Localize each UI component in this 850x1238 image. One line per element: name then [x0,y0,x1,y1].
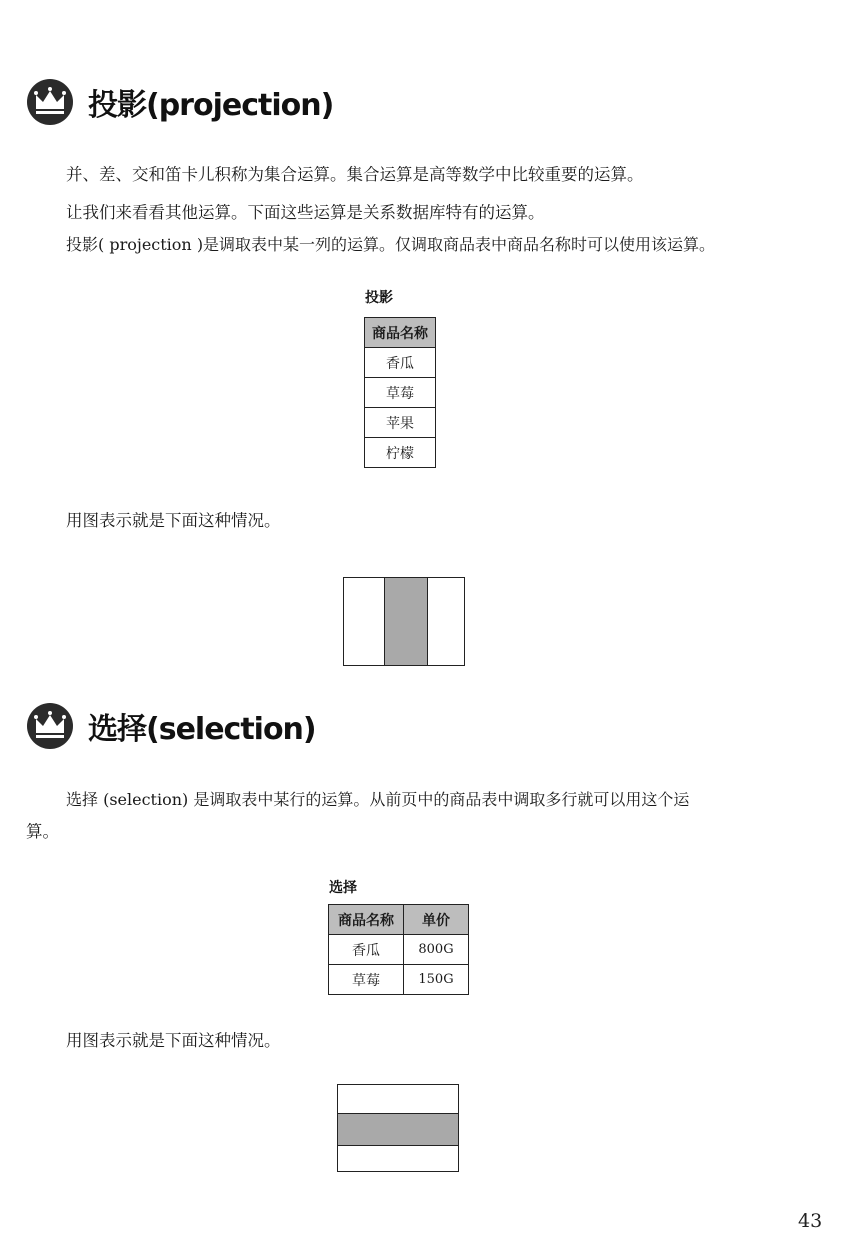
table-cell: 150G [404,965,469,995]
diagram-caption: 用图表示就是下面这种情况。 [66,1031,281,1050]
column-header: 商品名称 [329,905,404,935]
paragraph: 选择 (selection) 是调取表中某行的运算。从前页中的商品表中调取多行就可以用这个运 [66,790,690,809]
table-row [365,348,436,378]
table-cell: 草莓 [365,378,436,408]
section-title: 投影(projection) [88,88,334,123]
projection-table [364,317,436,468]
section-heading-projection [26,78,333,126]
paragraph: 让我们来看看其他运算。下面这些运算是关系数据库特有的运算。 [66,203,545,222]
projection-diagram [343,577,465,666]
paragraph: 算。 [26,822,59,841]
table-row [365,378,436,408]
paragraph: 投影( projection )是调取表中某一列的运算。仅调取商品表中商品名称时可以使用该运算。 [66,235,716,254]
table-cell: 苹果 [365,408,436,438]
highlighted-row [338,1113,458,1146]
highlighted-column [384,578,428,665]
paragraph: 并、差、交和笛卡儿积称为集合运算。集合运算是高等数学中比较重要的运算。 [66,165,644,184]
crown-badge-icon [26,702,74,750]
table-caption: 投影 [365,290,393,306]
section-heading-selection [26,702,316,750]
table-cell: 草莓 [329,965,404,995]
selection-diagram [337,1084,459,1172]
table-header-row [365,318,436,348]
crown-badge-icon [26,78,74,126]
table-row [329,935,469,965]
table-row [329,965,469,995]
table-row [365,408,436,438]
table-header-row [329,905,469,935]
table-caption: 选择 [329,880,357,896]
column-header: 商品名称 [365,318,436,348]
table-row [365,438,436,468]
table-cell: 柠檬 [365,438,436,468]
table-cell: 香瓜 [329,935,404,965]
selection-table [328,904,469,995]
table-cell: 800G [404,935,469,965]
section-title: 选择(selection) [88,712,316,747]
page-number: 43 [798,1210,823,1232]
diagram-caption: 用图表示就是下面这种情况。 [66,511,281,530]
table-cell: 香瓜 [365,348,436,378]
column-header: 单价 [404,905,469,935]
